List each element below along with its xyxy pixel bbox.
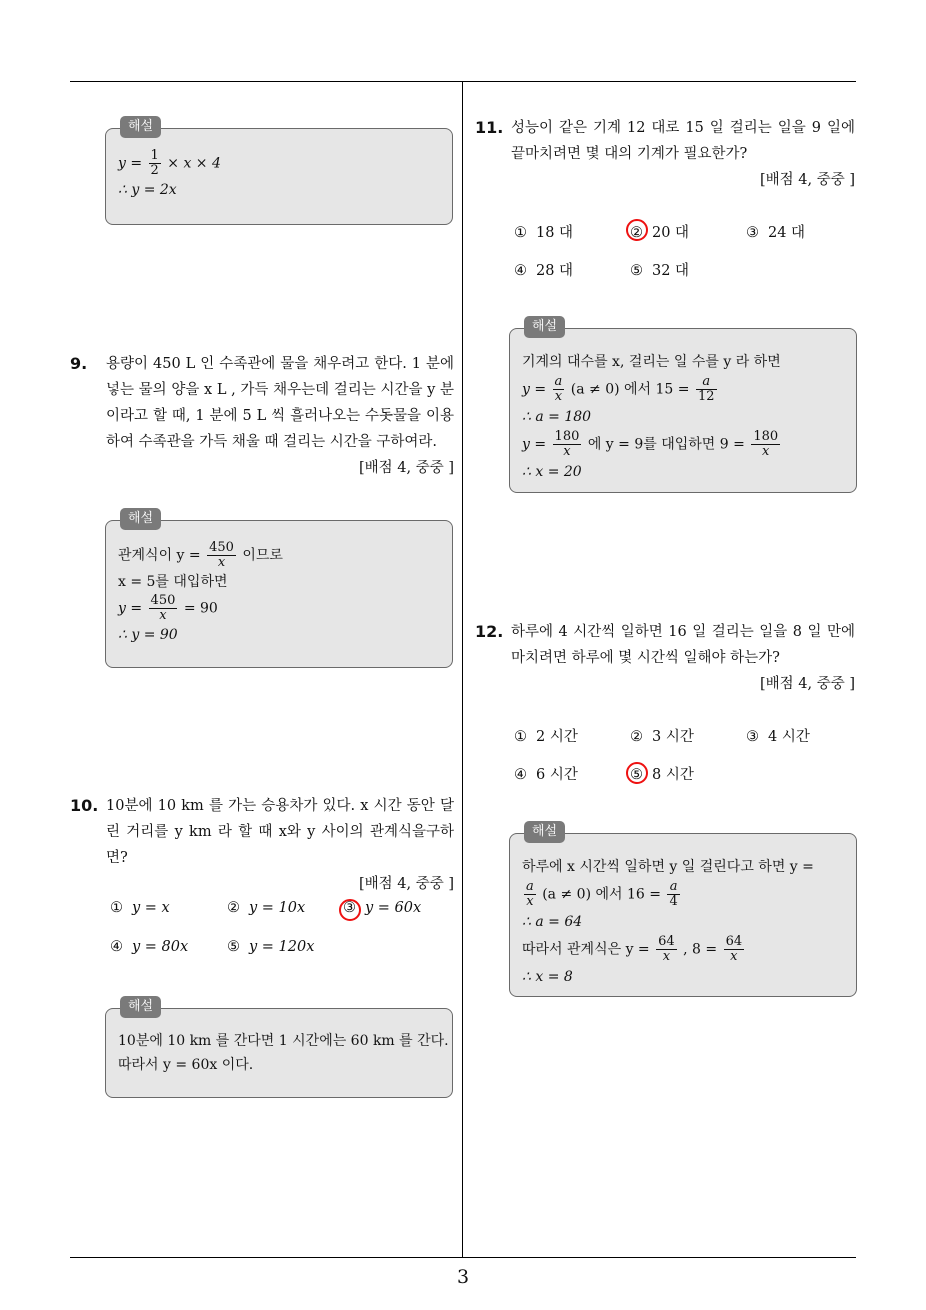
q12-solution-line-3: ∴ a = 64 bbox=[522, 914, 583, 930]
q10-choice-3[interactable]: ③ y = 60x bbox=[343, 900, 422, 916]
q12-solution-line-1: 하루에 x 시간씩 일하면 y 일 걸린다고 하면 y = bbox=[522, 859, 814, 875]
q10-choice-2[interactable]: ② y = 10x bbox=[227, 900, 306, 916]
q12-choice-1[interactable]: ① 2 시간 bbox=[514, 729, 578, 745]
q11-solution-line-2: y = $\frac{a}{x}$ (a ≠ 0) 에서 15 = $\frac{a}{12}$ bbox=[522, 374, 715, 404]
answer-circle-mark bbox=[339, 899, 361, 921]
q12-solution-line-5: ∴ x = 8 bbox=[522, 969, 573, 985]
fraction: $\frac{180}{x}$ bbox=[753, 429, 779, 459]
q12-choice-5[interactable]: ⑤ 8 시간 bbox=[630, 767, 694, 783]
q11-solution-line-4: y = $\frac{180}{x}$ 에 y = 9를 대입하면 9 = $\frac{180}{x}$ bbox=[522, 429, 779, 459]
question-number: 10. bbox=[70, 796, 99, 815]
q10-choice-1[interactable]: ① y = x bbox=[110, 900, 170, 916]
fraction: $\frac{a}{4}$ bbox=[669, 879, 678, 909]
q9-solution-line-4: ∴ y = 90 bbox=[118, 627, 178, 643]
fraction: $\frac{64}{x}$ bbox=[658, 934, 675, 964]
solution-tag: 해설 bbox=[524, 316, 565, 338]
question-number: 9. bbox=[70, 354, 88, 373]
q9-solution-line-3: y = $\frac{450}{x}$ = 90 bbox=[118, 593, 218, 623]
q11-choice-3[interactable]: ③ 24 대 bbox=[746, 225, 806, 241]
question-score: [배점 4, 중중 ] bbox=[358, 460, 454, 476]
question-text: 하루에 4 시간씩 일하면 16 일 걸리는 일을 8 일 만에 마치려면 하루에 몇 시간씩 일해야 하는가? bbox=[511, 624, 855, 666]
q9-solution-line-1: 관계식이 y = $\frac{450}{x}$ 이므로 bbox=[118, 540, 283, 570]
q12-solution-line-2: $\frac{a}{x}$ (a ≠ 0) 에서 16 = $\frac{a}{4}$ bbox=[526, 879, 678, 909]
bottom-rule bbox=[70, 1257, 856, 1258]
q11-choice-4[interactable]: ④ 28 대 bbox=[514, 263, 574, 279]
top-rule bbox=[70, 81, 856, 82]
question-11 bbox=[475, 115, 855, 193]
question-9 bbox=[70, 351, 454, 481]
page-number: 3 bbox=[456, 1266, 470, 1288]
q12-solution-box bbox=[509, 824, 857, 997]
q9-solution-box bbox=[105, 511, 453, 668]
answer-circle-mark bbox=[626, 762, 648, 784]
q12-solution-line-4: 따라서 관계식은 y = $\frac{64}{x}$ , 8 = $\frac{64}{x}$ bbox=[522, 934, 743, 964]
question-10 bbox=[70, 793, 454, 897]
q11-solution-box bbox=[509, 319, 857, 493]
solution-tag: 해설 bbox=[120, 996, 161, 1018]
q10-solution-line-2: 따라서 y = 60x 이다. bbox=[118, 1057, 254, 1073]
q10-choice-4[interactable]: ④ y = 80x bbox=[110, 939, 189, 955]
q11-choice-2[interactable]: ② 20 대 bbox=[630, 225, 690, 241]
q12-choice-4[interactable]: ④ 6 시간 bbox=[514, 767, 578, 783]
q12-choice-3[interactable]: ③ 4 시간 bbox=[746, 729, 810, 745]
fraction: $\frac{1}{2}$ bbox=[150, 148, 159, 178]
question-text: 10분에 10 km 를 가는 승용차가 있다. x 시간 동안 달린 거리를 y km 라 할 때 x와 y 사이의 관계식을구하면? bbox=[106, 798, 454, 866]
q8-solution-line-1: y = $\frac{1}{2}$ × x × 4 bbox=[118, 148, 221, 178]
fraction: $\frac{450}{x}$ bbox=[209, 540, 234, 570]
q9-solution-line-2: x = 5를 대입하면 bbox=[118, 574, 228, 590]
solution-tag: 해설 bbox=[524, 821, 565, 843]
column-divider bbox=[462, 82, 463, 1257]
q11-choice-5[interactable]: ⑤ 32 대 bbox=[630, 263, 690, 279]
q8-solution-line-2: ∴ y = 2x bbox=[118, 182, 177, 198]
question-12 bbox=[475, 619, 855, 697]
fraction: $\frac{450}{x}$ bbox=[150, 593, 176, 623]
question-text: 성능이 같은 기계 12 대로 15 일 걸리는 일을 9 일에 끝마치려면 몇 대의 기계가 필요한가? bbox=[511, 120, 855, 162]
question-score: [배점 4, 중중 ] bbox=[759, 172, 855, 188]
fraction: $\frac{64}{x}$ bbox=[725, 934, 743, 964]
q11-choice-1[interactable]: ① 18 대 bbox=[514, 225, 574, 241]
question-number: 12. bbox=[475, 622, 504, 641]
q11-solution-line-1: 기계의 대수를 x, 걸리는 일 수를 y 라 하면 bbox=[522, 354, 781, 370]
fraction: $\frac{a}{x}$ bbox=[526, 879, 534, 909]
q10-choice-5[interactable]: ⑤ y = 120x bbox=[227, 939, 315, 955]
solution-tag: 해설 bbox=[120, 508, 161, 530]
fraction: $\frac{180}{x}$ bbox=[554, 429, 580, 459]
question-score: [배점 4, 중중 ] bbox=[759, 676, 855, 692]
q8-solution-box bbox=[105, 119, 453, 225]
q11-solution-line-5: ∴ x = 20 bbox=[522, 464, 582, 480]
question-text: 용량이 450 L 인 수족관에 물을 채우려고 한다. 1 분에 넣는 물의 양을 x L , 가득 채우는데 걸리는 시간을 y 분이라고 할 때, 1 분에 5 L 씩 흘러나오는 수돗물을 이용하여 수족관을 가득 채울 때 걸리는 시간을 구하여라. bbox=[106, 356, 454, 450]
fraction: $\frac{a}{12}$ bbox=[697, 374, 715, 404]
answer-circle-mark bbox=[626, 219, 648, 241]
q10-solution-box bbox=[105, 999, 453, 1098]
question-number: 11. bbox=[475, 118, 504, 137]
fraction: $\frac{a}{x}$ bbox=[554, 374, 563, 404]
q10-solution-line-1: 10분에 10 km 를 간다면 1 시간에는 60 km 를 간다. bbox=[118, 1033, 449, 1049]
q11-solution-line-3: ∴ a = 180 bbox=[522, 409, 592, 425]
solution-tag: 해설 bbox=[120, 116, 161, 138]
question-score: [배점 4, 중중 ] bbox=[358, 876, 454, 892]
q12-choice-2[interactable]: ② 3 시간 bbox=[630, 729, 694, 745]
